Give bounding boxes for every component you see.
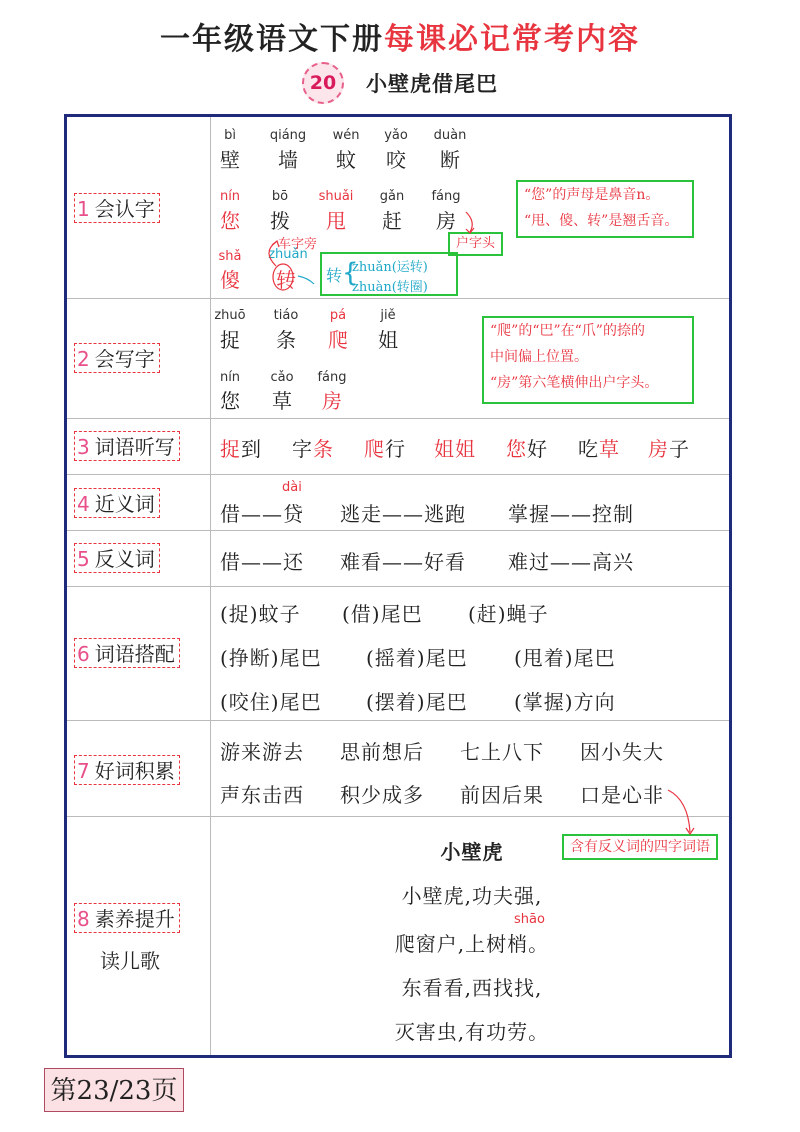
hu-radical-note: 户字头 — [448, 232, 503, 256]
idiom: 声东击西 — [220, 783, 304, 807]
pinyin: zhuō — [214, 308, 246, 323]
antonym-pair: 借——还 — [220, 550, 304, 574]
character: 傻 — [220, 268, 240, 292]
collocation: (摆着)尾巴 — [366, 690, 468, 714]
section-label-literacy: 8 素养提升 — [74, 903, 180, 933]
character: 房 — [436, 209, 456, 233]
dictation-word: 字条 — [292, 437, 334, 461]
poem-line: 灭害虫,有功劳。 — [394, 1020, 550, 1044]
idiom: 前因后果 — [460, 783, 544, 807]
character: 姐 — [378, 328, 398, 352]
title-black: 一年级语文下册 — [160, 22, 384, 57]
collocation: (掌握)方向 — [514, 690, 616, 714]
pinyin: bì — [224, 128, 236, 143]
section-label-antonyms: 5 反义词 — [74, 543, 160, 573]
idiom: 因小失大 — [580, 740, 664, 764]
synonym-pair: 借——贷 — [220, 502, 304, 526]
zhuan-word: zhuǎn(运转) — [352, 260, 428, 275]
antonym-pair: 难过——高兴 — [508, 550, 634, 574]
arrowhead — [466, 228, 474, 233]
character: 条 — [276, 328, 296, 352]
pinyin: jiě — [380, 308, 396, 323]
character: 转 — [276, 268, 296, 292]
pinyin: shāo — [514, 912, 545, 927]
poem-title: 小壁虎 — [440, 840, 504, 864]
pinyin: gǎn — [379, 189, 405, 204]
radical-note: 车字旁 — [278, 237, 318, 252]
poem-line: 小壁虎,功夫强, — [401, 884, 543, 908]
lesson-number-badge: 20 — [302, 62, 344, 104]
character: 蚊 — [336, 148, 356, 172]
pinyin: pá — [329, 308, 347, 323]
character: 壁 — [220, 148, 240, 172]
section-label-dictation: 3 词语听写 — [74, 431, 180, 461]
pinyin: cǎo — [270, 370, 294, 385]
title-red: 每课必记常考内容 — [384, 22, 640, 57]
idiom: 积少成多 — [340, 783, 424, 807]
character: 咬 — [386, 148, 406, 172]
section-label-collocations: 6 词语搭配 — [74, 638, 180, 668]
dictation-word: 您好 — [506, 437, 548, 461]
character: 房 — [322, 389, 342, 413]
section-label-good-words: 7 好词积累 — [74, 755, 180, 785]
pinyin: qiáng — [269, 128, 307, 143]
pinyin: wén — [332, 128, 360, 143]
idiom: 口是心非 — [580, 783, 664, 807]
idiom-arrow — [668, 790, 690, 832]
collocation: (借)尾巴 — [342, 602, 423, 626]
pinyin: yǎo — [384, 128, 408, 143]
lesson-title: 小壁虎借尾巴 — [366, 72, 498, 96]
dictation-word: 房子 — [648, 437, 690, 461]
brace: { — [342, 258, 359, 288]
section-label-write: 2 会写字 — [74, 343, 160, 373]
zhuan-char: 转 — [326, 266, 343, 285]
section-label-recognize: 1 会认字 — [74, 193, 160, 223]
zhuan-word: zhuàn(转圈) — [352, 280, 428, 295]
section-sub-label: 读儿歌 — [100, 949, 160, 973]
character: 拨 — [270, 209, 290, 233]
radical-circle — [273, 264, 293, 290]
collocation: (咬住)尾巴 — [220, 690, 322, 714]
idiom: 七上八下 — [460, 740, 544, 764]
synonym-pair: 掌握——控制 — [508, 502, 634, 526]
collocation: (赶)蝇子 — [468, 602, 549, 626]
pinyin: duàn — [433, 128, 467, 143]
radical-arrow — [269, 242, 276, 266]
pinyin: dài — [282, 480, 302, 495]
character: 墙 — [278, 148, 298, 172]
character: 赶 — [382, 209, 402, 233]
dictation-word: 爬行 — [364, 437, 406, 461]
dictation-word: 吃草 — [578, 437, 620, 461]
pinyin: tiáo — [273, 308, 299, 323]
idiom: 思前想后 — [340, 740, 424, 764]
hu-arrow — [466, 212, 472, 232]
synonym-pair: 逃走——逃跑 — [340, 502, 466, 526]
poem-line: 爬窗户,上树梢。 — [394, 932, 550, 956]
write-note: “爬”的“巴”在“爪”的捺的 中间偏上位置。 “房”第六笔横伸出户字头。 — [482, 316, 694, 404]
character: 您 — [220, 389, 240, 413]
character: 草 — [272, 389, 292, 413]
pinyin: fáng — [317, 370, 347, 385]
collocation: (甩着)尾巴 — [514, 646, 616, 670]
recognize-note: “您”的声母是鼻音n。 “甩、傻、转”是翘舌音。 — [516, 180, 694, 238]
character: 甩 — [326, 209, 346, 233]
arrowhead — [272, 241, 279, 247]
dictation-word: 捉到 — [220, 437, 262, 461]
pinyin: fáng — [431, 189, 461, 204]
section-label-synonyms: 4 近义词 — [74, 488, 160, 518]
idiom: 游来游去 — [220, 740, 304, 764]
antonym-pair: 难看——好看 — [340, 550, 466, 574]
pinyin: shuǎi — [318, 189, 354, 204]
collocation: (捉)蚊子 — [220, 602, 301, 626]
character: 捉 — [220, 328, 240, 352]
collocation: (挣断)尾巴 — [220, 646, 322, 670]
dictation-word: 姐姐 — [434, 437, 476, 461]
pinyin: zhuǎn — [268, 247, 308, 262]
antonym-idiom-note: 含有反义词的四字词语 — [562, 834, 718, 860]
pinyin: nín — [219, 189, 241, 204]
pinyin: nín — [219, 370, 241, 385]
collocation: (摇着)尾巴 — [366, 646, 468, 670]
pinyin: shǎ — [218, 249, 242, 264]
character: 您 — [220, 209, 240, 233]
poem-line: 东看看,西找找, — [401, 976, 543, 1000]
pinyin: bō — [271, 189, 289, 204]
page-number: 第23/23页 — [44, 1068, 184, 1112]
character: 爬 — [328, 328, 348, 352]
character: 断 — [440, 148, 460, 172]
zhuan-arrow — [298, 276, 314, 284]
